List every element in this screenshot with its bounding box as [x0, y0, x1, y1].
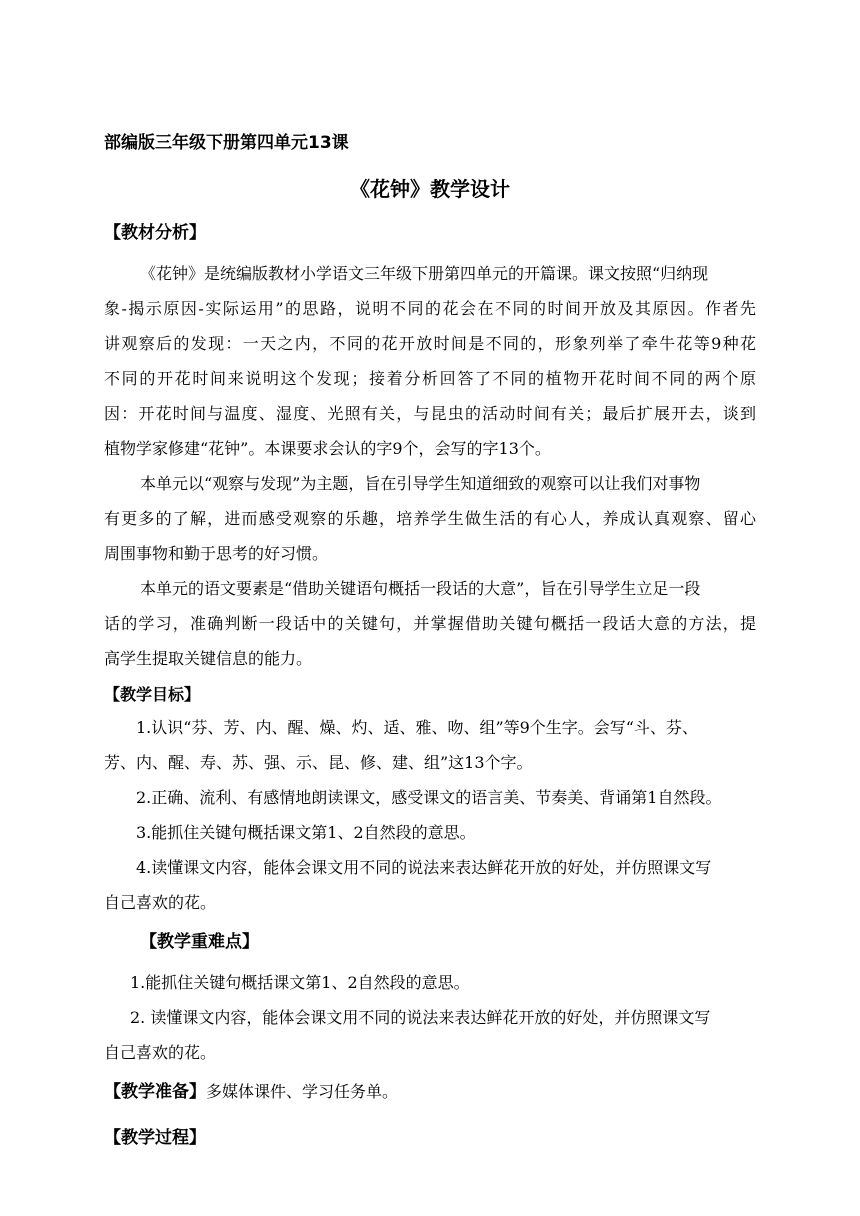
goal-1-line2: 芳、内、醒、寿、苏、强、示、昆、修、建、组”这13个字。: [104, 753, 533, 772]
analysis-p1-line6: 植物学家修建“花钟”。本课要求会认的字9个，会写的字13个。: [104, 439, 551, 458]
analysis-p1-line2: 象-揭示原因-实际运用”的思路，说明不同的花会在不同的时间开放及其原因。作者先: [104, 299, 756, 318]
section-heading-goals: 【教学目标】: [104, 685, 201, 704]
analysis-p3-line2: 话的学习，准确判断一段话中的关键句，并掌握借助关键句概括一段话大意的方法，提: [104, 614, 756, 633]
analysis-p2-line2: 有更多的了解，进而感受观察的乐趣，培养学生做生活的有心人，养成认真观察、留心: [104, 509, 756, 528]
goal-4-line1: 4.读懂课文内容，能体会课文用不同的说法来表达鲜花开放的好处，并仿照课文写: [136, 858, 712, 877]
section-heading-analysis: 【教材分析】: [104, 223, 206, 243]
analysis-p1-line5: 因：开花时间与温度、湿度、光照有关，与昆虫的活动时间有关；最后扩展开去，谈到: [104, 404, 756, 423]
key-point-2-line1: 2. 读懂课文内容，能体会课文用不同的说法来表达鲜花开放的好处，并仿照课文写: [130, 1008, 711, 1027]
goal-1-line1: 1.认识“芬、芳、内、醒、燥、灼、适、雅、吻、组”等9个生字。会写“斗、芬、: [136, 718, 698, 737]
goal-3: 3.能抓住关键句概括课文第1、2自然段的意思。: [136, 823, 476, 842]
preparation-line: [104, 1081, 398, 1103]
lesson-header: 部编版三年级下册第四单元13课: [104, 133, 349, 153]
analysis-p1-line1: 《花钟》是统编版教材小学语文三年级下册第四单元的开篇课。课文按照“归纳现: [140, 264, 709, 283]
preparation-text: 多媒体课件、学习任务单。: [206, 1082, 399, 1101]
analysis-p1-line3: 讲观察后的发现：一天之内，不同的花开放时间是不同的，形象列举了牵牛花等9种花: [104, 334, 756, 353]
analysis-p1-line4: 不同的开花时间来说明这个发现；接着分析回答了不同的植物开花时间不同的两个原: [104, 369, 756, 388]
section-heading-preparation: 【教学准备】: [104, 1082, 206, 1102]
analysis-p2-line3: 周围事物和勤于思考的好习惯。: [104, 544, 329, 563]
key-point-2-line2: 自己喜欢的花。: [104, 1043, 217, 1062]
section-heading-key-points: 【教学重难点】: [140, 932, 259, 952]
analysis-p3-line1: 本单元的语文要素是“借助关键语句概括一段话的大意”，旨在引导学生立足一段: [140, 579, 701, 598]
analysis-p3-line3: 高学生提取关键信息的能力。: [104, 649, 313, 668]
goal-4-line2: 自己喜欢的花。: [104, 893, 217, 912]
key-point-1: 1.能抓住关键句概括课文第1、2自然段的意思。: [130, 973, 470, 992]
section-heading-process: 【教学过程】: [104, 1128, 206, 1148]
analysis-p2-line1: 本单元以“观察与发现”为主题，旨在引导学生知道细致的观察可以让我们对事物: [140, 474, 701, 493]
goal-2: 2.正确、流利、有感情地朗读课文，感受课文的语言美、节奏美、背诵第1自然段。: [136, 788, 722, 807]
page-title: 《花钟》教学设计: [350, 177, 510, 201]
